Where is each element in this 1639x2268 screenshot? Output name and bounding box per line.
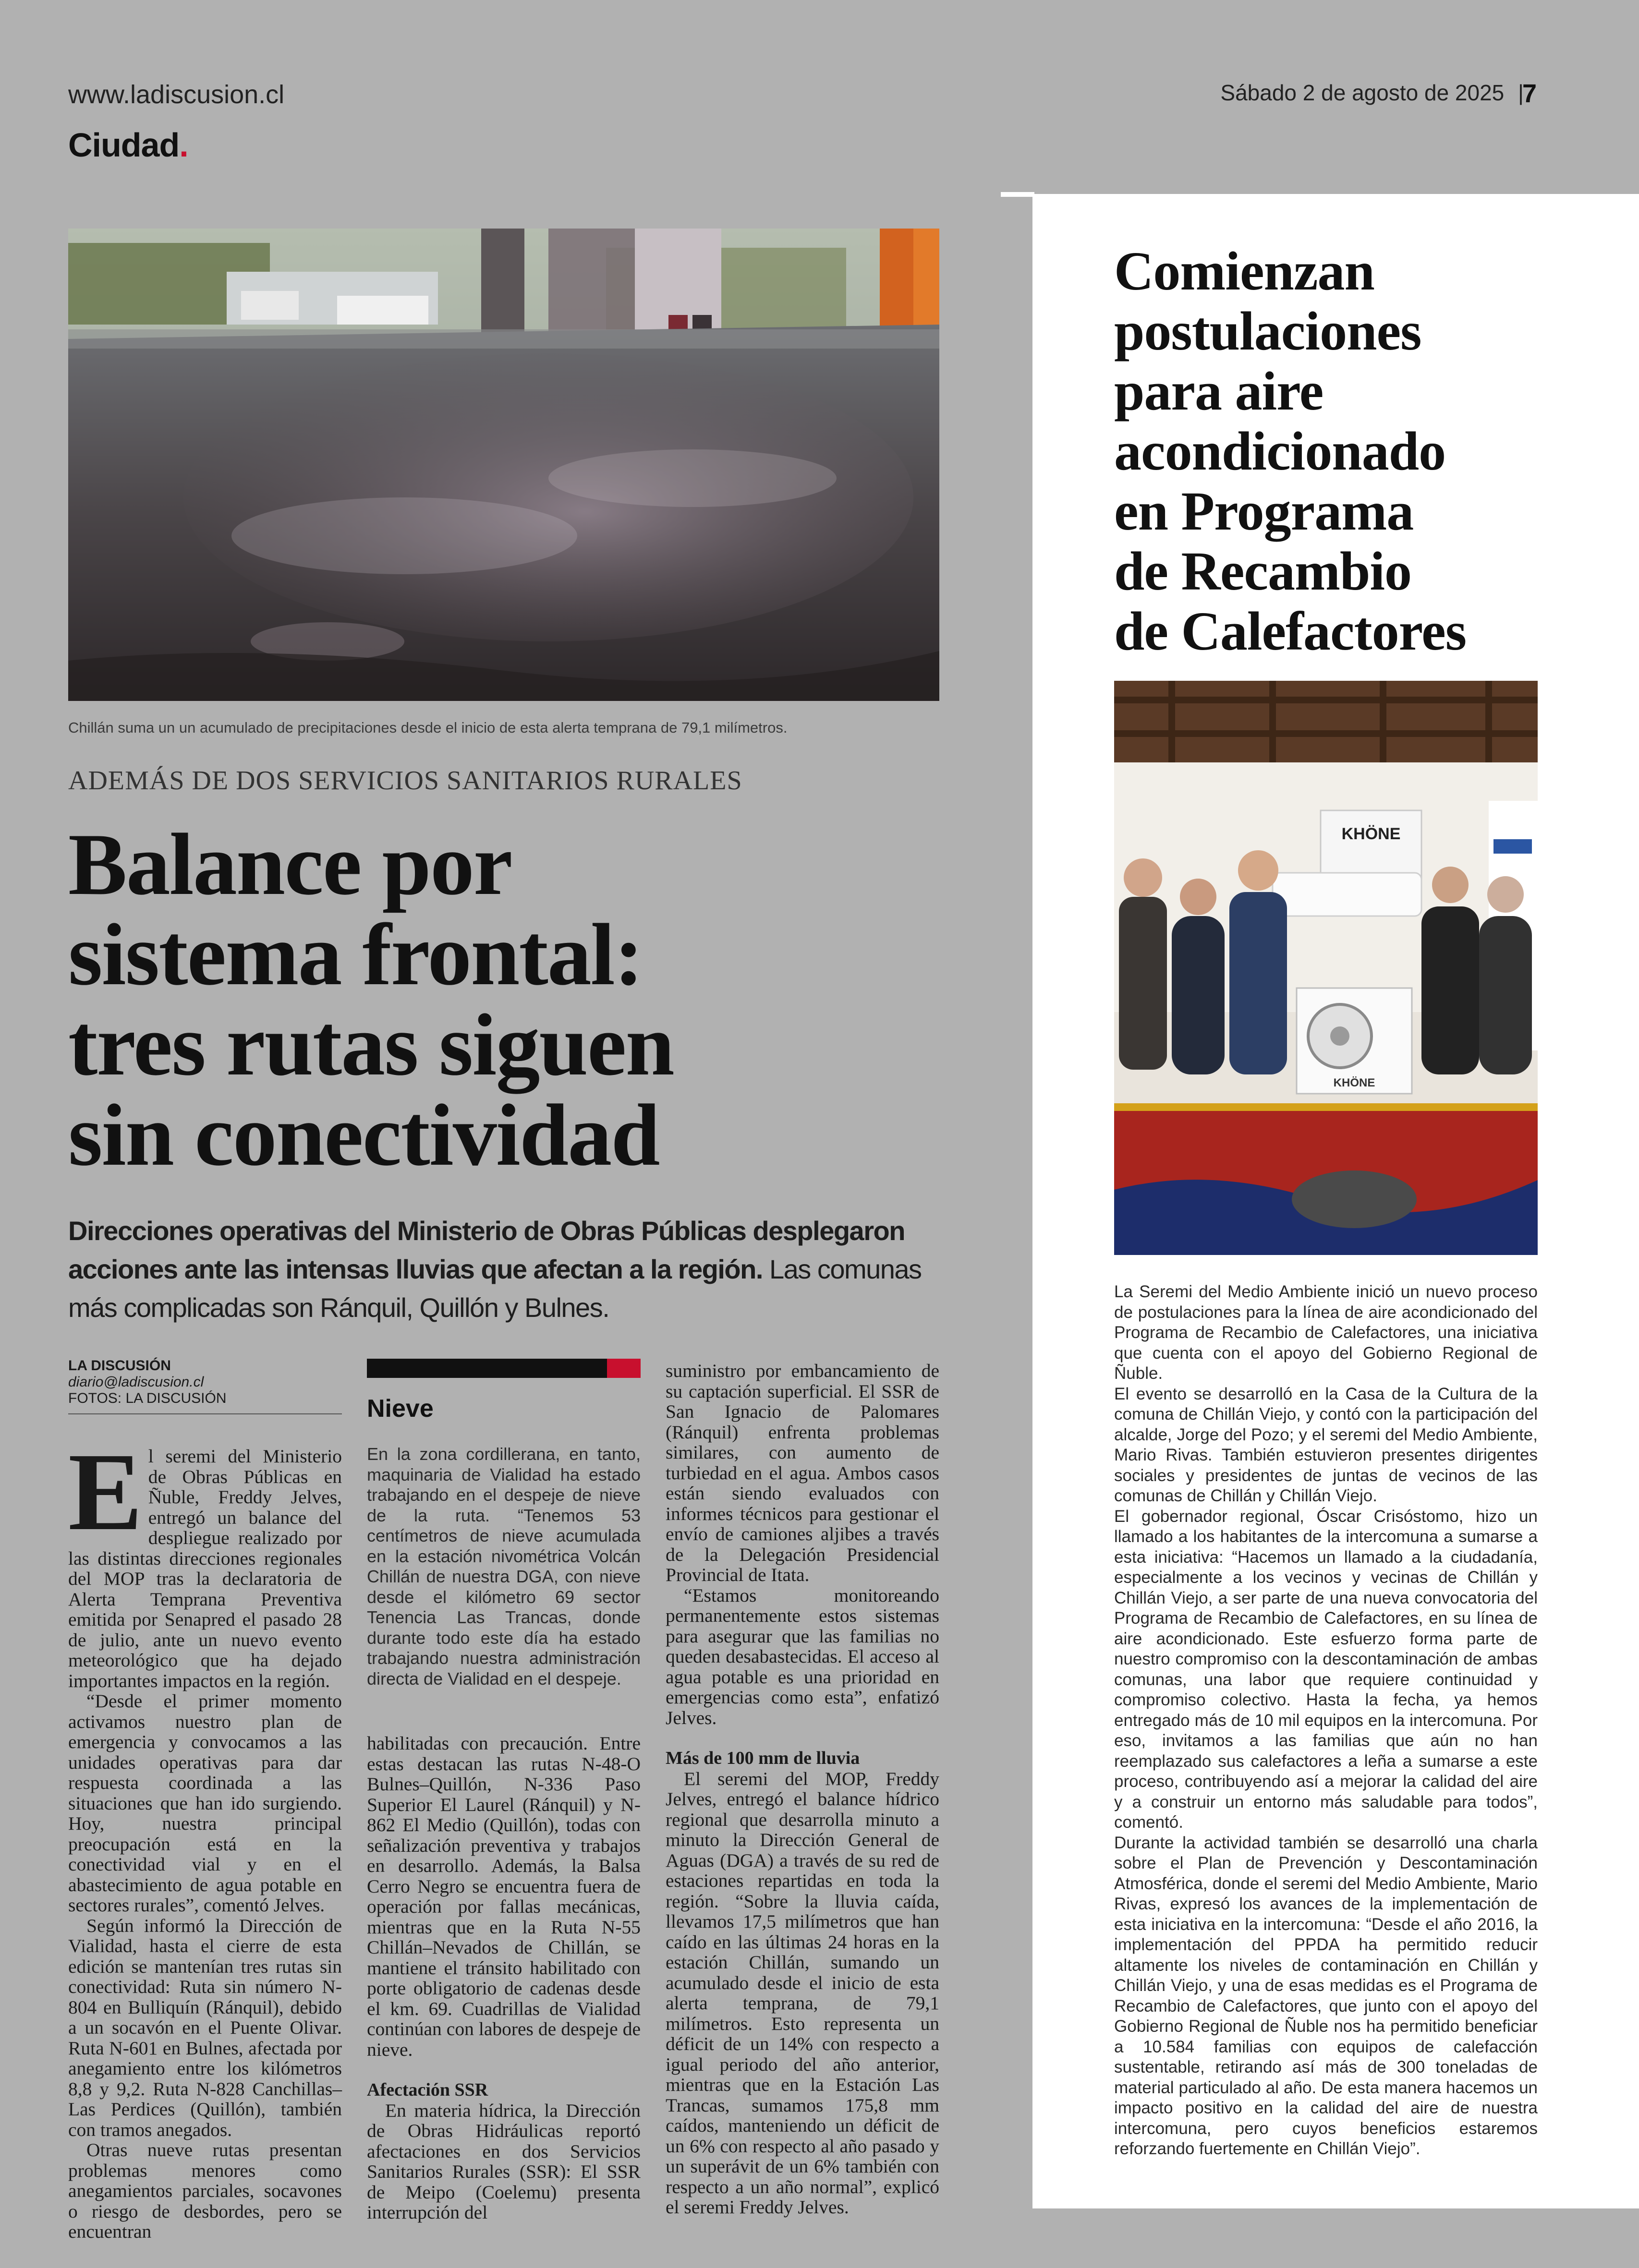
date-text: Sábado 2 de agosto de 2025 <box>1220 80 1505 105</box>
byline-email[interactable]: diario@ladiscusion.cl <box>68 1374 204 1390</box>
side-headline-line: acondicionado <box>1114 421 1446 482</box>
section-title-text: Ciudad <box>68 126 180 164</box>
main-photo <box>68 229 939 701</box>
headline-line: Balance por <box>68 815 512 913</box>
photo-sign: KHÖNE <box>1341 825 1401 843</box>
headline-line: sin conectividad <box>68 1086 659 1184</box>
article-lead <box>68 1212 939 1327</box>
byline-divider <box>68 1413 342 1414</box>
side-article-body <box>1114 1282 1538 2159</box>
first-paragraph-text: l seremi del Ministerio de Obras Públicas en Ñuble, Freddy Jelves, entregó un balance del despliegue realizado por las distintas direcciones regionales del MOP tras la declaratoria de Alerta Temprana Preventiva emitida por Senapred el pasado 28 de julio, ante un nuevo evento meteorológico que ha dejado importantes impactos en la región. <box>68 1446 342 1691</box>
paragraph: “Estamos monitoreando permanentemente estos sistemas para asegurar que las familias no queden desabastecidas. El acceso al agua potable es una prioridad en emergencias como esta”, enfatizó Jelves. <box>666 1584 939 1728</box>
page-number: 7 <box>1522 79 1537 108</box>
paragraph: La Seremi del Medio Ambiente inició un nuevo proceso de postulaciones para la línea de aire acondicionado del Programa de Recambio de Calefactores, una iniciativa que cuenta con el apoyo del Gobierno Regional de Ñuble. <box>1114 1282 1538 1383</box>
headline-line: tres rutas siguen <box>68 996 674 1094</box>
byline-author: LA DISCUSIÓN <box>68 1358 171 1374</box>
paragraph: El evento se desarrolló en la Casa de la Cultura de la comuna de Chillán Viejo, y contó con la participación del alcalde, Jorge del Pozo; y el seremi del Medio Ambiente, Mario Rivas. También estuvieron presentes dirigentes sociales y presidentes de juntas de vecinos de las comunas de Chillán y Chillán Viejo. <box>1114 1384 1538 1505</box>
box-top-bar <box>367 1359 641 1378</box>
subhead-afectacion: Afectación SSR <box>367 2080 488 2100</box>
paragraph: suministro por embancamiento de su captación superficial. El SSR de San Ignacio de Palomares (Ránquil) enfrenta problemas similares, con aumento de turbiedad en el agua. Ambos casos están siendo evaluados con informes técnicos para gestionar el envío de camiones aljibes a través de la Delegación Presidencial Provincial de Itata. <box>666 1360 939 1585</box>
drop-cap: E <box>68 1430 143 1554</box>
byline-photos: FOTOS: LA DISCUSIÓN <box>68 1390 227 1406</box>
lead-rest: Las comunas más complicadas son Ránquil, Quillón y Bulnes. <box>68 1254 922 1323</box>
website-url[interactable]: www.ladiscusion.cl <box>68 80 285 109</box>
paragraph: En materia hídrica, la Dirección de Obras Hidráulicas reportó afectaciones en dos Servicios Sanitarios Rurales (SSR): El SSR de Meipo (Coelemu) presenta interrupción del <box>367 2099 641 2223</box>
paragraph: “Desde el primer momento activamos nuestro plan de emergencia y convocamos a las unidades operativas para dar respuesta coordinada a las situaciones que han ido surgiendo. Hoy, nuestra principal preocupación está en la conectividad vial y en el abastecimiento de agua potable en sectores rurales”, comentó Jelves. <box>68 1690 342 1916</box>
first-paragraph <box>68 1430 342 1691</box>
lead-bold: Direcciones operativas del Ministerio de Obras Públicas desplegaron acciones ante las intensas lluvias que afectan a la región. <box>68 1216 905 1284</box>
box-title: Nieve <box>367 1395 434 1423</box>
header-separator: | <box>1518 80 1524 105</box>
issue-date <box>1220 80 1524 106</box>
main-column-1 <box>68 1430 342 2242</box>
side-headline-line: Comienzan <box>1114 241 1374 302</box>
paragraph: Durante la actividad también se desarrolló una charla sobre el Plan de Prevención y Descontaminación Atmosférica, donde el seremi del Medio Ambiente, Mario Rivas, expresó los avances de la implementación de esta iniciativa en la intercomuna: “Desde el año 2016, la implementación del PPDA ha permitido reducir altamente los niveles de contaminación en Chillán y Chillán Viejo, y una de esas medidas es el Programa de Recambio de Calefactores, que junto con el apoyo del Gobierno Regional de Ñuble nos ha permitido beneficiar a 10.584 familias con equipos de calefacción sustentable, retirando así más de 300 toneladas de material particulado al año. De esta manera hacemos un impacto positivo en la calidad del aire de nuestra intercomuna, pero cuyos beneficios estaremos reforzando fuertemente en Chillán Viejo”. <box>1114 1833 1538 2158</box>
main-headline <box>68 815 674 1184</box>
section-title <box>68 126 188 164</box>
paragraph: El gobernador regional, Óscar Crisóstomo, hizo un llamado a los habitantes de la intercomuna a sumarse a esta iniciativa: “Hacemos un llamado a la ciudadanía, especialmente a los vecinos y vecinas de Chillán y Chillán Viejo, a ser parte de una nueva convocatoria del Programa de Recambio de Calefactores, en su línea de aire acondicionado. Este esfuerzo forma parte de nuestro compromiso con la descontaminación de ambas comunas, una labor que requiere continuidad y compromiso colectivo. Hasta la fecha, ya hemos entregado más de 10 mil equipos en la intercomuna. Por eso, invitamos a las familias que aún no han reemplazado sus calefactores a leña a sumarse a este proceso, contribuyendo así a mejorar la calidad del aire y a construir un entorno más saludable para todos”, comentó. <box>1114 1507 1538 1832</box>
main-column-2 <box>367 1733 641 2223</box>
paragraph: habilitadas con precaución. Entre estas destacan las rutas N-48-O Bulnes–Quillón, N-336 Paso Superior El Laurel (Ránquil) y N-862 El Medio (Quillón), todas con señalización preventiva y trabajos en desarrollo. Además, la Balsa Cerro Negro se encuentra fuera de operación por fallas mecánicas, mientras que en la Ruta N-55 Chillán–Nevados de Chillán, se mantiene el tránsito habilitado con porte obligatorio de cadenas desde el km. 69. Cuadrillas de Vialidad continúan con labores de despeje de nieve. <box>367 1733 641 2060</box>
side-photo <box>1114 681 1538 1255</box>
event-photo-image <box>1114 681 1538 1255</box>
paragraph: Otras nueve rutas presentan problemas menores como anegamientos parciales, socavones o riesgo de desbordes, pero se encuentran <box>68 2139 342 2242</box>
subhead-lluvia: Más de 100 mm de lluvia <box>666 1748 860 1768</box>
side-headline-line: en Programa <box>1114 481 1414 542</box>
side-headline <box>1114 241 1466 661</box>
side-headline-line: para aire <box>1114 361 1323 422</box>
headline-line: sistema frontal: <box>68 905 643 1003</box>
article-kicker: ADEMÁS DE DOS SERVICIOS SANITARIOS RURALES <box>68 766 742 796</box>
paragraph: Según informó la Dirección de Vialidad, hasta el cierre de esta edición se mantenían tres rutas sin conectividad: Ruta sin número N-804 en Bulliquín (Ránquil), debido a un socavón en el Puente Olivar. Ruta N-601 en Bulnes, afectada por anegamiento entre los kilómetros 8,8 y 9,2. Ruta N-828 Canchillas–Las Perdices (Quillón), también con tramos anegados. <box>68 1915 342 2140</box>
panel-top-rule <box>1001 192 1034 197</box>
box-text: En la zona cordillerana, en tanto, maquinaria de Vialidad ha estado trabajando en el despeje de nieve de la ruta. “Tenemos 53 centímetros de nieve acumulada en la estación nivométrica Volcán Chillán de nuestra DGA, con nieve desde el kilómetro 69 sector Tenencia Las Trancas, donde durante todo este día ha estado trabajando nuestra administración directa de Vialidad en el despeje. <box>367 1444 641 1689</box>
main-column-3 <box>666 1361 939 2218</box>
side-headline-line: de Calefactores <box>1114 601 1467 662</box>
section-dot: . <box>179 126 188 164</box>
paragraph: El seremi del MOP, Freddy Jelves, entregó el balance hídrico regional que desarrolla minuto a minuto la Dirección General de Aguas (DGA) a través de su red de estaciones repartidas en toda la región. “Sobre la lluvia caída, llevamos 17,5 milímetros que han caído en las últimas 24 horas en la estación Chillán, sumando un acumulado desde el inicio de esta alerta temprana, de 79,1 milímetros. Esto representa un déficit de un 14% con respecto a igual periodo del año anterior, mientras que en la Estación Las Trancas, sumamos 175,8 mm caídos, manteniendo un déficit de un 6% con respecto al año pasado y un superávit de un 6% también con respecto a un año normal”, explicó el seremi Freddy Jelves. <box>666 1768 939 2218</box>
main-photo-caption: Chillán suma un un acumulado de precipitaciones desde el inicio de esta alerta temprana de 79,1 milímetros. <box>68 719 788 736</box>
byline <box>68 1358 342 1414</box>
photo-sign-2: KHÖNE <box>1333 1076 1375 1089</box>
box-top-bar-accent <box>607 1359 641 1378</box>
rain-street-image <box>68 229 939 701</box>
side-headline-line: postulaciones <box>1114 301 1421 362</box>
side-headline-line: de Recambio <box>1114 541 1412 602</box>
